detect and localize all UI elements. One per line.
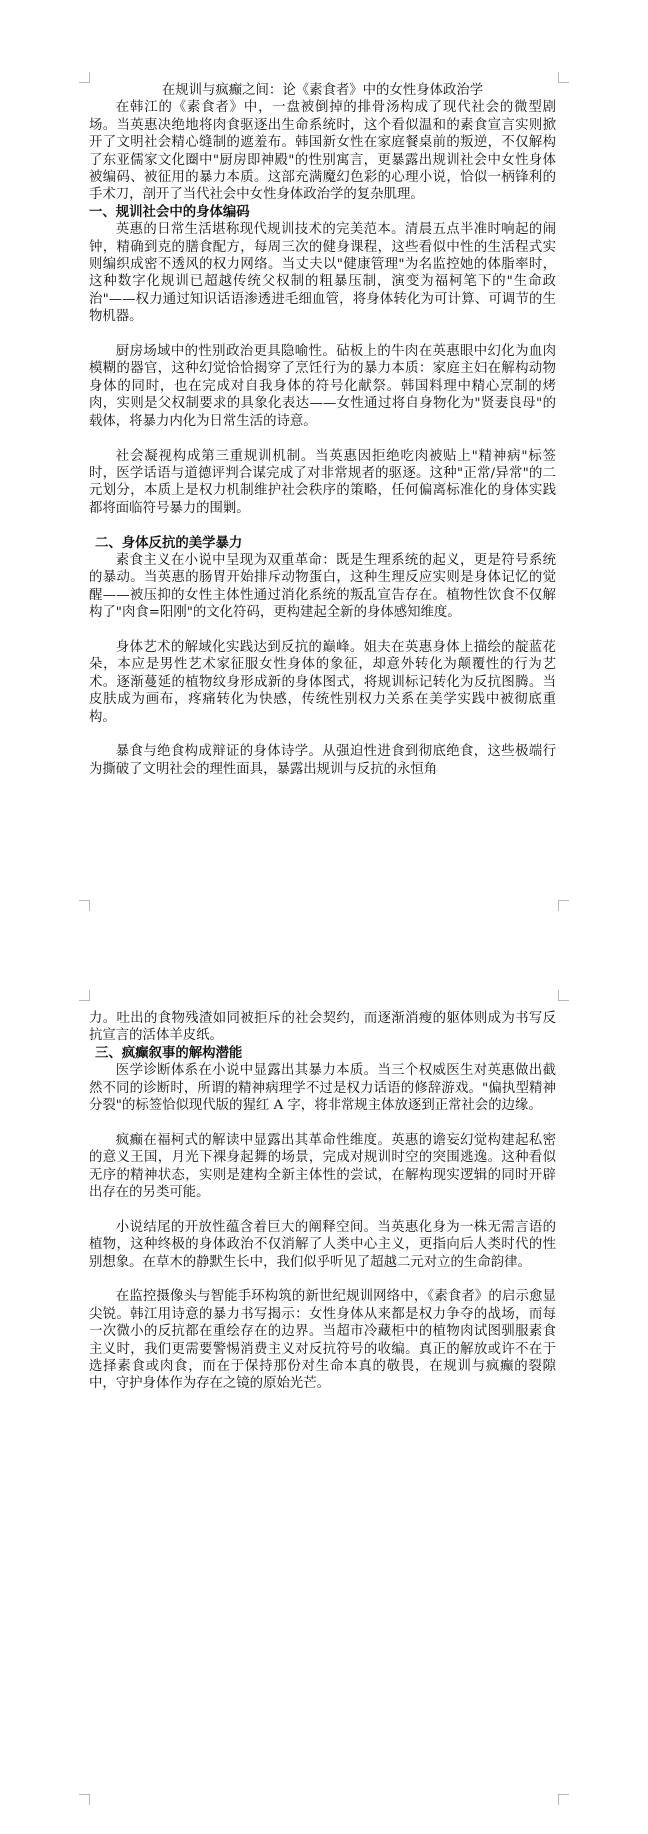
- crop-mark-bottom-left: [79, 900, 90, 911]
- crop-mark-bottom-right: [558, 1794, 569, 1805]
- crop-mark-top-right: [558, 990, 569, 1001]
- section-3-paragraph-1: 医学诊断体系在小说中显露出其暴力本质。当三个权威医生对英惠做出截然不同的诊断时，所谓的精神病理学不过是权力话语的修辞游戏。"偏执型精神分裂"的标签恰似现代版的猩红 A 字，将非常规主体放逐到正常社会的边缘。: [89, 1063, 556, 1114]
- section-heading-1: 一、规训社会中的身体编码: [89, 204, 250, 220]
- conclusion-paragraph: 在监控摄像头与智能手环构筑的新世纪规训网络中，《素食者》的启示愈显尖锐。韩江用诗意的暴力书写揭示：女性身体从来都是权力争夺的战场，而每一次微小的反抗都在重绘存在的边界。当超市冷藏柜中的植物肉试图驯服素食主义时，我们更需要警惕消费主义对反抗符号的收编。真正的解放或许不在于选择素食或肉食，而在于保持那份对生命本真的敬畏，在规训与疯癫的裂隙中，守护身体作为存在之镜的原始光芒。: [89, 1289, 556, 1392]
- section-1-paragraph-1: 英惠的日常生活堪称现代规训技术的完美范本。清晨五点半准时响起的闹钟，精确到克的膳食配方，每周三次的健身课程，这些看似中性的生活程式实则编织成密不透风的权力网络。当丈夫以"健康管理"为名监控她的体脂率时，这种数字化规训已超越传统父权制的粗暴压制，演变为福柯笔下的"生命政治"——权力通过知识话语渗透进毛细血管，将身体转化为可计算、可调节的生物机器。: [89, 222, 556, 325]
- document-page-2: [0, 980, 648, 1834]
- section-heading-3: 三、疯癫叙事的解构潜能: [95, 1045, 243, 1061]
- page-1-body: [89, 82, 556, 778]
- section-1-paragraph-2: 厨房场域中的性别政治更具隐喻性。砧板上的牛肉在英惠眼中幻化为血肉模糊的器官，这种幻觉恰恰揭穿了烹饪行为的暴力本质：家庭主妇在解构动物身体的同时，也在完成对自我身体的符号化献祭。韩国料理中精心烹制的烤肉，实则是父权制要求的具象化表达——女性通过将自身物化为"贤妻良母"的载体，将暴力内化为日常生活的诗意。: [89, 344, 556, 429]
- section-3-paragraph-2: 疯癫在福柯式的解读中显露出其革命性维度。英惠的谵妄幻觉构建起私密的意义王国，月光下裸身起舞的场景，完成对规训时空的突围逃逸。这种看似无序的精神状态，实则是建构全新主体性的尝试，在解构现实逻辑的同时开辟出存在的另类可能。: [89, 1132, 556, 1201]
- crop-mark-bottom-left: [79, 1794, 90, 1805]
- crop-mark-top-right: [558, 72, 569, 83]
- intro-paragraph: 在韩江的《素食者》中，一盘被倒掉的排骨汤构成了现代社会的微型剧场。当英惠决绝地将肉食驱逐出生命系统时，这个看似温和的素食宣言实则掀开了文明社会精心缝制的遮羞布。韩国新女性在家庭餐桌前的叛逆，不仅解构了东亚儒家文化圈中"厨房即神殿"的性别寓言，更暴露出规训社会中女性身体被编码、被征用的暴力本质。这部充满魔幻色彩的心理小说，恰似一柄锋利的手术刀，剖开了当代社会中女性身体政治学的复杂肌理。: [89, 100, 556, 203]
- page-2-body: [89, 1010, 556, 1393]
- crop-mark-bottom-right: [558, 900, 569, 911]
- section-2-paragraph-3-start: 暴食与绝食构成辩证的身体诗学。从强迫性进食到彻底绝食，这些极端行为撕破了文明社会的理性面具，暴露出规训与反抗的永恒角: [89, 744, 556, 777]
- document-title: 在规训与疯癫之间：论《素食者》中的女性身体政治学: [161, 83, 484, 98]
- section-3-paragraph-3: 小说结尾的开放性蕴含着巨大的阐释空间。当英惠化身为一株无需言语的植物，这种终极的身体政治不仅消解了人类中心主义，更指向后人类时代的性别想象。在草木的静默生长中，我们似乎听见了超越二元对立的生命韵律。: [89, 1219, 556, 1270]
- crop-mark-top-left: [79, 990, 90, 1001]
- section-2-paragraph-2: 身体艺术的解域化实践达到反抗的巅峰。姐夫在英惠身体上描绘的靛蓝花朵，本应是男性艺术家征服女性身体的象征，却意外转化为颠覆性的行为艺术。逐渐蔓延的植物纹身形成新的身体图式，将规训标记转化为反抗图腾。当皮肤成为画布，疼痛转化为快感，传统性别权力关系在美学实践中被彻底重构。: [89, 639, 556, 725]
- section-heading-2: 二、身体反抗的美学暴力: [95, 535, 243, 551]
- section-1-paragraph-3: 社会凝视构成第三重规训机制。当英惠因拒绝吃肉被贴上"精神病"标签时，医学话语与道德评判合谋完成了对非常规者的驱逐。这种"正常/异常"的二元划分，本质上是权力机制维护社会秩序的策略，任何偏离标准化的身体实践都将面临符号暴力的围剿。: [89, 448, 556, 516]
- document-page-1: [0, 0, 648, 915]
- section-2-paragraph-3-end: 力。吐出的食物残渣如同被拒斥的社会契约，而逐渐消瘦的躯体则成为书写反抗宣言的活体羊皮纸。: [89, 1011, 556, 1044]
- section-2-paragraph-1: 素食主义在小说中呈现为双重革命：既是生理系统的起义，更是符号系统的暴动。当英惠的肠胃开始排斥动物蛋白，这种生理反应实则是身体记忆的觉醒——被压抑的女性主体性通过消化系统的叛乱宣告存在。植物性饮食不仅解构了"肉食=阳刚"的文化符码，更构建起全新的身体感知维度。: [89, 552, 556, 621]
